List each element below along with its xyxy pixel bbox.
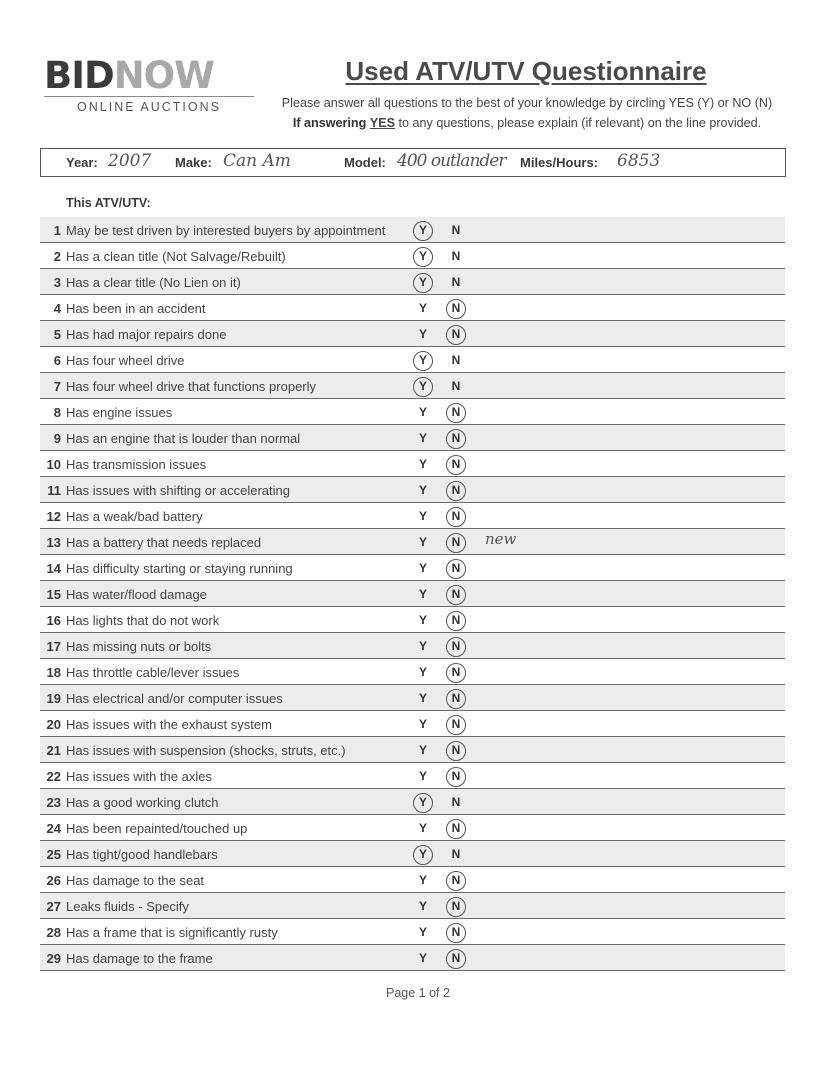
no-option[interactable]: N xyxy=(451,249,461,263)
no-option[interactable]: N xyxy=(449,769,463,783)
logo-subtitle: ONLINE AUCTIONS xyxy=(77,100,221,114)
no-option[interactable]: N xyxy=(449,821,463,835)
yes-option[interactable]: Y xyxy=(418,483,427,497)
no-option[interactable]: N xyxy=(449,431,463,445)
instructions-line-1: Please answer all questions to the best of your knowledge by circling YES (Y) or NO (N) xyxy=(281,96,773,110)
question-row xyxy=(40,815,785,841)
question-number: 29 xyxy=(46,951,61,966)
question-number: 12 xyxy=(46,509,61,524)
question-text: Has been repainted/touched up xyxy=(66,821,248,836)
no-option[interactable]: N xyxy=(449,483,463,497)
yes-option[interactable]: Y xyxy=(418,405,427,419)
question-text: Has electrical and/or computer issues xyxy=(66,691,283,706)
yes-option[interactable]: Y xyxy=(418,561,427,575)
no-option[interactable]: N xyxy=(449,327,463,341)
no-option[interactable]: N xyxy=(449,873,463,887)
yes-option[interactable]: Y xyxy=(416,249,430,263)
question-text: Leaks fluids - Specify xyxy=(66,899,189,914)
bidnow-logo xyxy=(44,54,254,114)
question-row xyxy=(40,893,785,919)
question-row xyxy=(40,243,785,269)
instructions-line-2: If answering YES to any questions, please explain (if relevant) on the line provided. xyxy=(292,116,762,130)
question-text: Has a weak/bad battery xyxy=(66,509,203,524)
question-text: Has a frame that is significantly rusty xyxy=(66,925,278,940)
year-field[interactable]: 2007 xyxy=(108,151,152,171)
no-option[interactable]: N xyxy=(449,899,463,913)
question-text: Has four wheel drive that functions properly xyxy=(66,379,317,394)
question-number: 6 xyxy=(53,353,61,368)
question-row xyxy=(40,399,785,425)
yes-option[interactable]: Y xyxy=(416,353,430,367)
no-option[interactable]: N xyxy=(451,223,461,237)
question-number: 19 xyxy=(46,691,61,706)
question-text: Has had major repairs done xyxy=(66,327,227,342)
question-number: 8 xyxy=(53,405,61,420)
yes-option[interactable]: Y xyxy=(418,873,427,887)
question-row xyxy=(40,373,785,399)
yes-option[interactable]: Y xyxy=(418,613,427,627)
no-option[interactable]: N xyxy=(449,509,463,523)
model-label: Model: xyxy=(344,155,386,170)
question-text: Has damage to the seat xyxy=(66,873,205,888)
no-option[interactable]: N xyxy=(449,717,463,731)
question-list xyxy=(40,217,785,971)
explanation-note[interactable]: new xyxy=(485,530,517,548)
question-number: 23 xyxy=(46,795,61,810)
no-option[interactable]: N xyxy=(449,743,463,757)
question-text: Has been in an accident xyxy=(66,301,206,316)
yes-option[interactable]: Y xyxy=(418,665,427,679)
question-row xyxy=(40,763,785,789)
question-number: 21 xyxy=(46,743,61,758)
no-option[interactable]: N xyxy=(451,275,461,289)
question-number: 24 xyxy=(46,821,61,836)
yes-option[interactable]: Y xyxy=(418,509,427,523)
question-text: Has difficulty starting or staying running xyxy=(66,561,293,576)
question-text: Has a battery that needs replaced xyxy=(66,535,262,550)
question-row xyxy=(40,555,785,581)
question-text: Has an engine that is louder than normal xyxy=(66,431,301,446)
question-row xyxy=(40,867,785,893)
question-text: Has tight/good handlebars xyxy=(66,847,218,862)
yes-option[interactable]: Y xyxy=(418,535,427,549)
question-number: 25 xyxy=(46,847,61,862)
question-number: 1 xyxy=(53,223,61,238)
question-row xyxy=(40,737,785,763)
question-row xyxy=(40,503,785,529)
question-text: Has issues with suspension (shocks, struts, etc.) xyxy=(66,743,346,758)
question-text: Has four wheel drive xyxy=(66,353,185,368)
question-number: 9 xyxy=(53,431,61,446)
question-number: 18 xyxy=(46,665,61,680)
no-option[interactable]: N xyxy=(449,665,463,679)
question-number: 15 xyxy=(46,587,61,602)
yes-option[interactable]: Y xyxy=(418,639,427,653)
yes-option[interactable]: Y xyxy=(418,821,427,835)
make-field[interactable]: Can Am xyxy=(223,151,291,171)
question-number: 14 xyxy=(46,561,61,576)
question-row xyxy=(40,347,785,373)
question-text: Has damage to the frame xyxy=(66,951,213,966)
question-text: Has issues with shifting or accelerating xyxy=(66,483,290,498)
question-number: 11 xyxy=(47,483,61,498)
question-number: 5 xyxy=(53,327,61,342)
question-row xyxy=(40,841,785,867)
question-text: Has issues with the exhaust system xyxy=(66,717,272,732)
question-text: Has a clear title (No Lien on it) xyxy=(66,275,241,290)
miles-field[interactable]: 6853 xyxy=(617,151,661,171)
question-row xyxy=(40,789,785,815)
yes-option[interactable]: Y xyxy=(418,769,427,783)
vehicle-info-box xyxy=(40,148,786,177)
no-option[interactable]: N xyxy=(449,301,463,315)
question-number: 10 xyxy=(46,457,61,472)
no-option[interactable]: N xyxy=(449,613,463,627)
instructions xyxy=(270,93,784,133)
question-row xyxy=(40,919,785,945)
no-option[interactable]: N xyxy=(451,379,461,393)
yes-option[interactable]: Y xyxy=(418,587,427,601)
yes-option[interactable]: Y xyxy=(418,899,427,913)
miles-label: Miles/Hours: xyxy=(520,155,599,170)
question-number: 16 xyxy=(46,613,61,628)
no-option[interactable]: N xyxy=(451,795,461,809)
page-title: Used ATV/UTV Questionnaire xyxy=(345,56,707,86)
yes-option[interactable]: Y xyxy=(418,431,427,445)
yes-option[interactable]: Y xyxy=(418,925,427,939)
question-row xyxy=(40,321,785,347)
question-number: 13 xyxy=(46,535,61,550)
question-row xyxy=(40,217,785,243)
question-text: Has throttle cable/lever issues xyxy=(66,665,240,680)
question-text: Has lights that do not work xyxy=(66,613,220,628)
yes-option[interactable]: Y xyxy=(416,795,430,809)
question-text: May be test driven by interested buyers by appointment xyxy=(66,223,386,238)
question-number: 17 xyxy=(46,639,61,654)
yes-option[interactable]: Y xyxy=(416,847,430,861)
no-option[interactable]: N xyxy=(449,639,463,653)
question-number: 7 xyxy=(53,379,61,394)
yes-option[interactable]: Y xyxy=(416,275,430,289)
question-row xyxy=(40,581,785,607)
yes-option[interactable]: Y xyxy=(418,301,427,315)
question-row xyxy=(40,529,785,555)
no-option[interactable]: N xyxy=(449,925,463,939)
question-row xyxy=(40,711,785,737)
question-number: 2 xyxy=(53,249,61,264)
no-option[interactable]: N xyxy=(449,561,463,575)
question-text: Has a good working clutch xyxy=(66,795,219,810)
question-number: 4 xyxy=(53,301,61,316)
yes-option[interactable]: Y xyxy=(418,327,427,341)
yes-option[interactable]: Y xyxy=(416,379,430,393)
no-option[interactable]: N xyxy=(449,405,463,419)
question-row xyxy=(40,659,785,685)
logo-wordmark: BIDNOW xyxy=(44,54,214,97)
year-label: Year: xyxy=(66,155,98,170)
model-field[interactable]: 400 outlander xyxy=(397,151,506,171)
question-row xyxy=(40,945,785,971)
question-row xyxy=(40,425,785,451)
question-text: Has engine issues xyxy=(66,405,173,420)
no-option[interactable]: N xyxy=(449,535,463,549)
question-number: 20 xyxy=(46,717,61,732)
make-label: Make: xyxy=(175,155,212,170)
question-number: 22 xyxy=(46,769,61,784)
question-number: 27 xyxy=(46,899,61,914)
yes-option[interactable]: Y xyxy=(418,717,427,731)
section-label: This ATV/UTV: xyxy=(66,196,151,210)
question-number: 3 xyxy=(53,275,61,290)
yes-option[interactable]: Y xyxy=(418,951,427,965)
yes-option[interactable]: Y xyxy=(418,743,427,757)
question-text: Has issues with the axles xyxy=(66,769,212,784)
question-text: Has water/flood damage xyxy=(66,587,207,602)
question-text: Has a clean title (Not Salvage/Rebuilt) xyxy=(66,249,286,264)
question-number: 26 xyxy=(46,873,61,888)
question-row xyxy=(40,451,785,477)
no-option[interactable]: N xyxy=(449,951,463,965)
question-row xyxy=(40,477,785,503)
no-option[interactable]: N xyxy=(449,587,463,601)
no-option[interactable]: N xyxy=(451,353,461,367)
no-option[interactable]: N xyxy=(451,847,461,861)
page-number: Page 1 of 2 xyxy=(386,986,450,1000)
yes-option[interactable]: Y xyxy=(416,223,430,237)
question-text: Has transmission issues xyxy=(66,457,207,472)
question-row xyxy=(40,607,785,633)
yes-option[interactable]: Y xyxy=(418,691,427,705)
question-row xyxy=(40,633,785,659)
yes-option[interactable]: Y xyxy=(418,457,427,471)
no-option[interactable]: N xyxy=(449,691,463,705)
question-text: Has missing nuts or bolts xyxy=(66,639,212,654)
question-number: 28 xyxy=(46,925,61,940)
question-row xyxy=(40,685,785,711)
no-option[interactable]: N xyxy=(449,457,463,471)
question-row xyxy=(40,269,785,295)
question-row xyxy=(40,295,785,321)
